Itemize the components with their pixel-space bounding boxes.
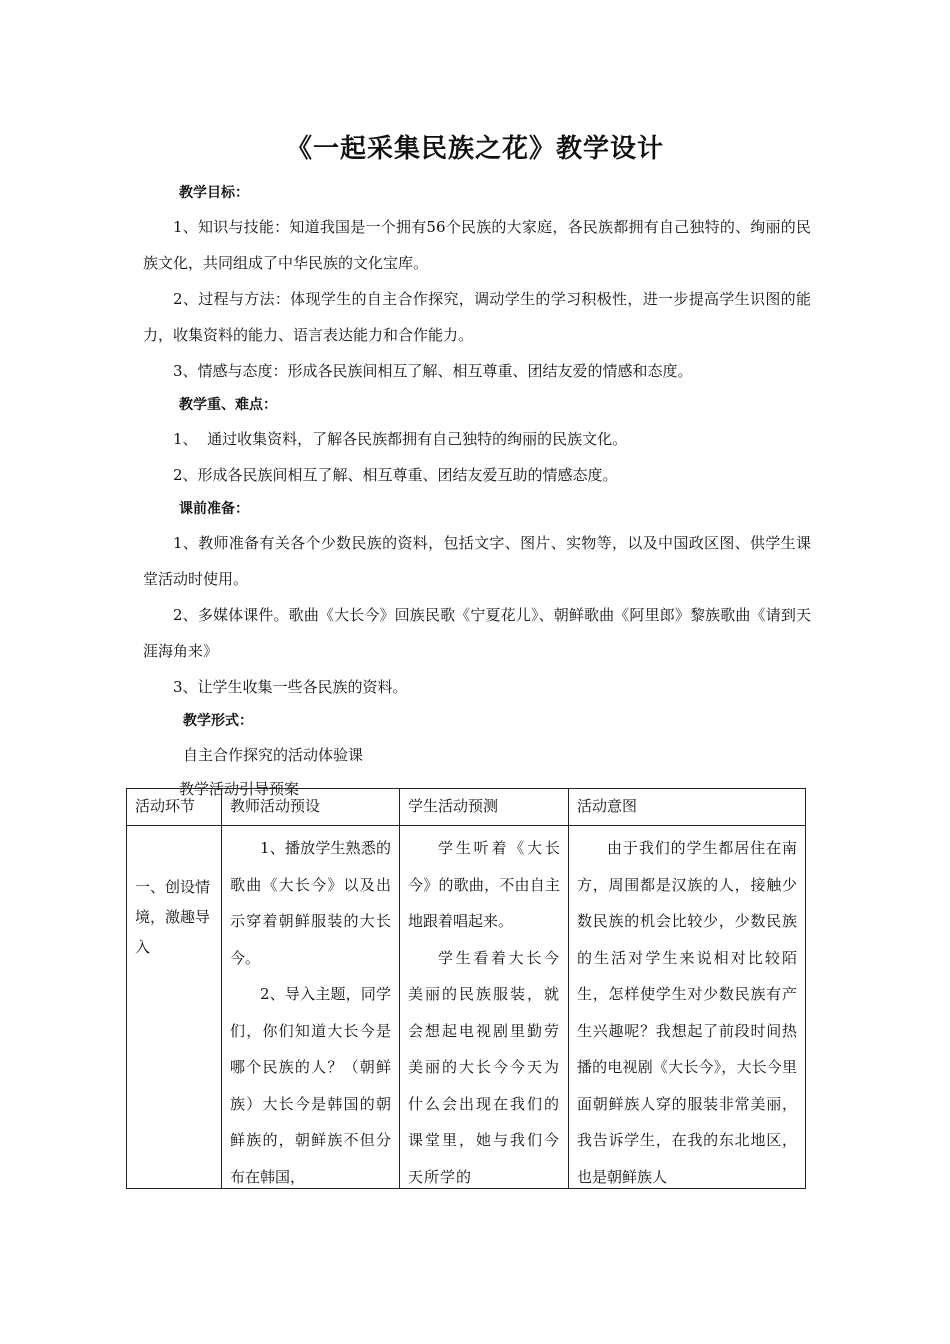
intent-cell	[569, 826, 806, 1189]
preparation-item: 3、让学生收集一些各民族的资料。	[173, 678, 408, 696]
form-heading: 教学形式：	[183, 713, 253, 729]
keypoint-item: 2、形成各民族间相互了解、相互尊重、团结友爱互助的情感态度。	[173, 466, 618, 484]
student-activity: 学生听着《大长今》的歌曲，不由自主地跟着唱起来。	[408, 839, 560, 930]
preparation-item: 2、多媒体课件。歌曲《大长今》回族民歌《宁夏花儿》、朝鲜歌曲《阿里郎》黎族歌曲《请到天涯海角来》	[143, 606, 811, 660]
preparation-item: 1、教师准备有关各个少数民族的资料，包括文字、图片、实物等，以及中国政区图、供学生课堂活动时使用。	[143, 534, 811, 588]
document-title: 《一起采集民族之花》教学设计	[285, 134, 664, 164]
teacher-cell	[222, 826, 400, 1189]
document-body	[143, 177, 811, 805]
student-cell	[400, 826, 569, 1189]
keypoints-heading: 教学重、难点：	[179, 397, 277, 413]
preparation-heading: 课前准备：	[179, 501, 249, 517]
table-header-row	[127, 789, 806, 826]
header-teacher: 教师活动预设	[222, 789, 400, 826]
objectives-heading: 教学目标：	[179, 185, 249, 201]
teacher-activity: 1、播放学生熟悉的歌曲《大长今》以及出示穿着朝鲜服装的大长今。	[230, 839, 391, 967]
keypoint-item: 1、 通过收集资料，了解各民族都拥有自己独特的绚丽的民族文化。	[173, 430, 628, 448]
header-student: 学生活动预测	[400, 789, 569, 826]
stage-cell	[127, 826, 222, 1189]
plan-caption: 教学活动引导预案	[179, 780, 300, 798]
form-text: 自主合作探究的活动体验课	[183, 746, 364, 764]
objective-item: 2、过程与方法：体现学生的自主合作探究，调动学生的学习积极性，进一步提高学生识图的能力，收集资料的能力、语言表达能力和合作能力。	[143, 290, 811, 344]
teacher-activity: 2、导入主题，同学们，你们知道大长今是哪个民族的人？（朝鲜族）大长今是韩国的朝鲜族的，朝鲜族不但分布在韩国，	[230, 985, 391, 1186]
objective-item: 1、知识与技能：知道我国是一个拥有56个民族的大家庭，各民族都拥有自己独特的、绚丽的民族文化，共同组成了中华民族的文化宝库。	[143, 218, 811, 272]
activity-intent: 由于我们的学生都居住在南方，周围都是汉族的人，接触少数民族的机会比较少，少数民族的生活对学生来说相对比较陌生，怎样使学生对少数民族有产生兴趣呢？我想起了前段时间热播的电视剧《大长今》，大长今里面朝鲜族人穿的服装非常美丽，我告诉学生，在我的东北地区，也是朝鲜族人	[577, 839, 797, 1186]
header-intent: 活动意图	[569, 789, 806, 826]
objective-item: 3、情感与态度：形成各民族间相互了解、相互尊重、团结友爱的情感和态度。	[173, 362, 693, 380]
table-row	[127, 826, 806, 1189]
stage-text: 一、创设情境，激趣导入	[135, 878, 211, 956]
student-activity: 学生看着大长今美丽的民族服装，就会想起电视剧里勤劳美丽的大长今今天为什么会出现在我们的课堂里，她与我们今天所学的	[408, 948, 560, 1186]
header-stage: 活动环节	[127, 789, 222, 826]
activity-plan-table	[126, 788, 806, 1189]
